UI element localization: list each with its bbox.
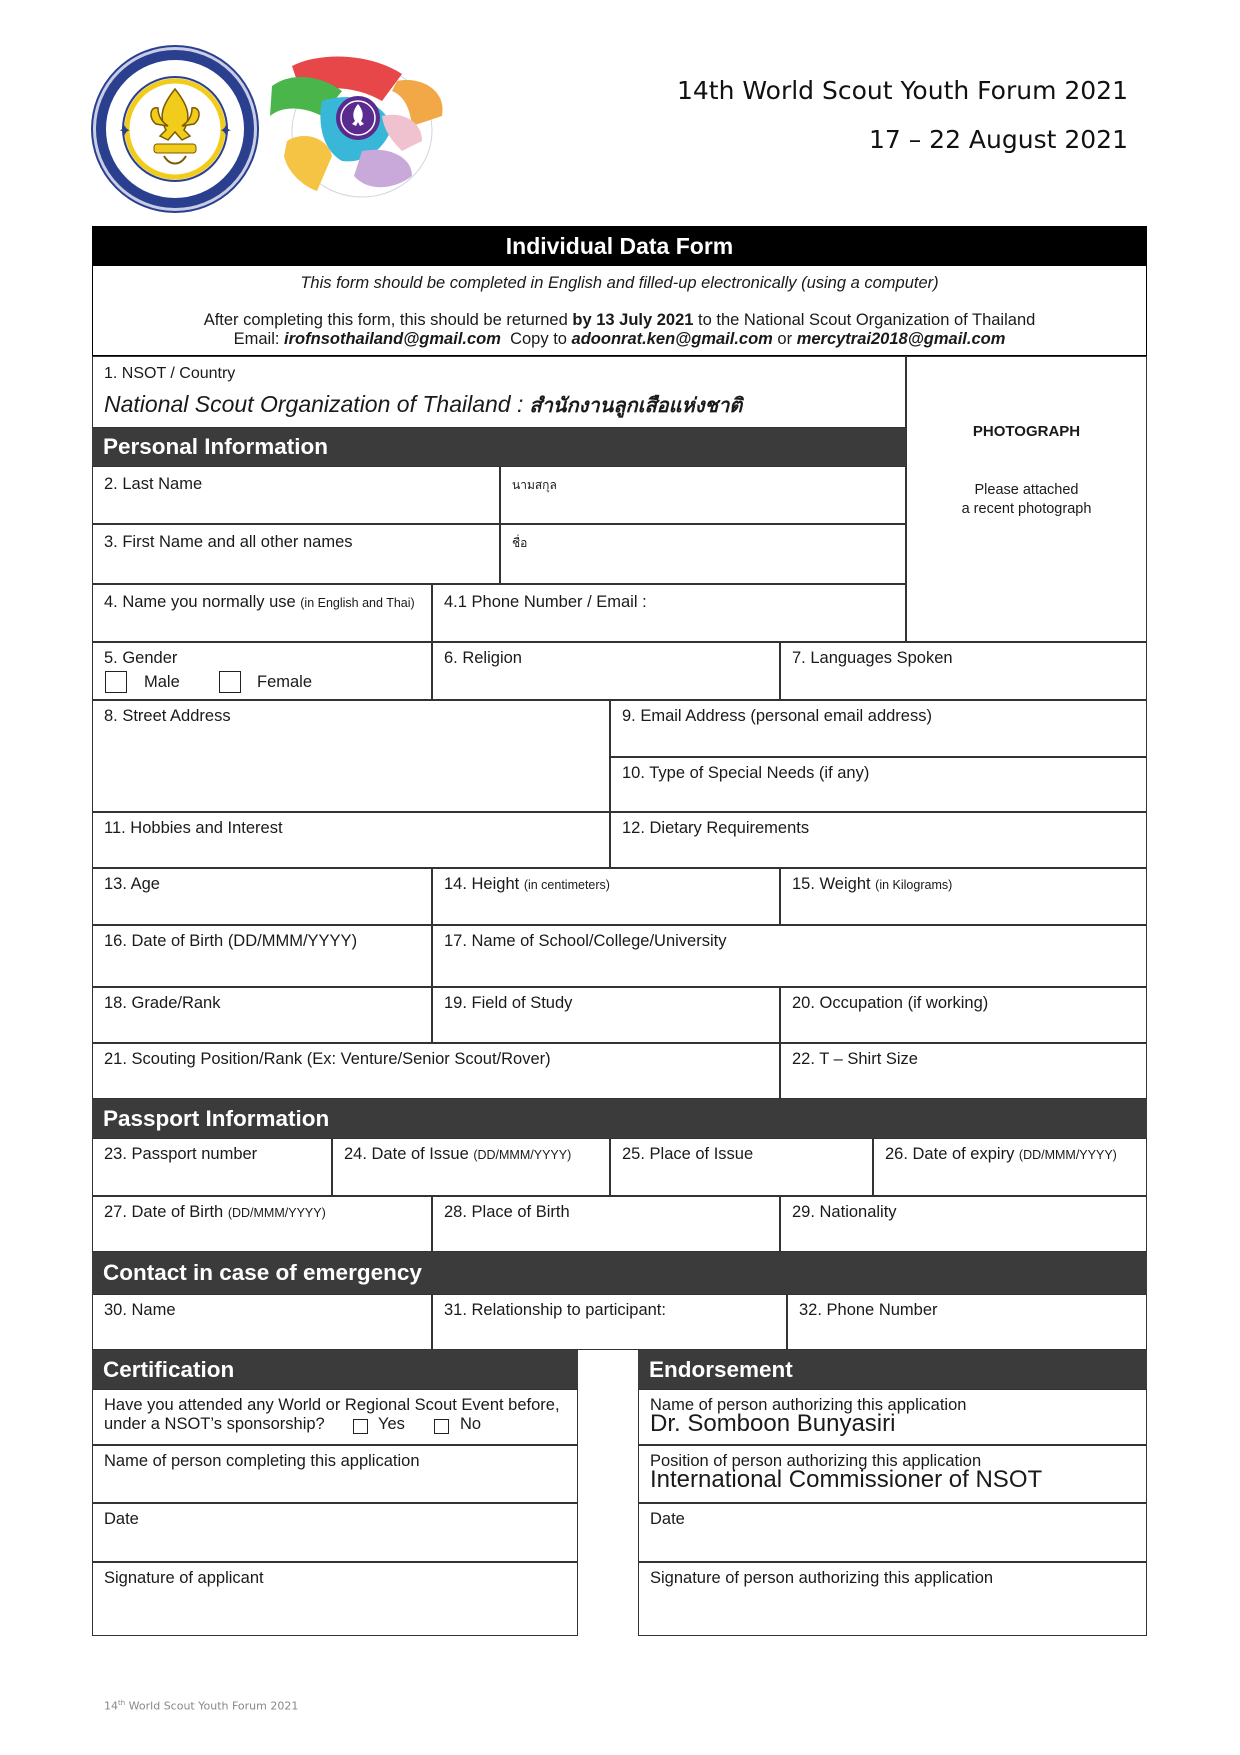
field-hobbies[interactable] (92, 812, 610, 868)
previous-event-yes-label: Yes (378, 1415, 405, 1433)
authorizer-name-label: Name of person authorizing this application (650, 1396, 967, 1414)
hobbies-label: 11. Hobbies and Interest (104, 819, 283, 837)
previous-event-no-checkbox[interactable] (434, 1419, 449, 1434)
field-gender (92, 642, 432, 700)
nationality-label: 29. Nationality (792, 1203, 897, 1221)
field-emergency-relationship[interactable] (432, 1294, 787, 1350)
emergency-phone-label: 32. Phone Number (799, 1301, 938, 1319)
name-normally-used-label: 4. Name you normally use (in English and Thai) (104, 593, 415, 611)
field-of-study-label: 19. Field of Study (444, 994, 573, 1012)
intro-instruction: This form should be completed in English and filled-up electronically (using a computer) (300, 274, 939, 292)
photograph-title: PHOTOGRAPH (972, 423, 1081, 440)
age-label: 13. Age (104, 875, 160, 893)
phone-email-label: 4.1 Phone Number / Email : (444, 593, 647, 611)
tshirt-size-label: 22. T – Shirt Size (792, 1050, 918, 1068)
dietary-label: 12. Dietary Requirements (622, 819, 810, 837)
field-passport-place-of-issue[interactable] (610, 1138, 873, 1196)
section-emergency-contact: Contact in case of emergency (92, 1252, 1147, 1294)
scouting-position-label: 21. Scouting Position/Rank (Ex: Venture/Senior Scout/Rover) (104, 1050, 551, 1068)
field-passport-date-of-birth[interactable] (92, 1196, 432, 1252)
field-dietary[interactable] (610, 812, 1147, 868)
field-phone-email[interactable] (432, 584, 906, 642)
field-authorizer-name[interactable] (638, 1389, 1147, 1445)
gender-male-label: Male (144, 673, 180, 691)
form-intro (92, 266, 1147, 356)
nsot-emblem-logo (88, 44, 262, 214)
passport-date-of-expiry-label: 26. Date of expiry (DD/MMM/YYYY) (885, 1145, 1117, 1163)
email-copy1-link[interactable]: adoonrat.ken@gmail.com (571, 330, 773, 348)
form-title: Individual Data Form (92, 226, 1147, 266)
field-passport-date-of-issue[interactable] (332, 1138, 610, 1196)
field-school[interactable] (432, 925, 1147, 987)
completer-name-label: Name of person completing this application (104, 1452, 420, 1470)
emergency-name-label: 30. Name (104, 1301, 176, 1319)
field-authorizer-position[interactable] (638, 1445, 1147, 1503)
first-name-label: 3. First Name and all other names (104, 533, 353, 551)
page-footer: 14th World Scout Youth Forum 2021 (104, 1699, 299, 1713)
email-copy2-link[interactable]: mercytrai2018@gmail.com (796, 330, 1006, 348)
field-tshirt-size[interactable] (780, 1043, 1147, 1099)
intro-emails: Email: irofnsothailand@gmail.com Copy to adoonrat.ken@gmail.com or mercytrai2018@gmail.com (233, 330, 1006, 348)
section-personal-information: Personal Information (92, 428, 906, 466)
field-last-name-thai[interactable] (500, 466, 906, 524)
passport-number-label: 23. Passport number (104, 1145, 258, 1163)
field-street-address[interactable] (92, 700, 610, 812)
nsot-label: 1. NSOT / Country (104, 365, 236, 382)
last-name-thai-label: นามสกุล (512, 478, 557, 492)
gender-female-label: Female (257, 673, 313, 691)
field-last-name[interactable] (92, 466, 500, 524)
email-primary-link[interactable]: irofnsothailand@gmail.com (284, 330, 501, 348)
section-passport-information: Passport Information (92, 1099, 1147, 1138)
field-passport-number[interactable] (92, 1138, 332, 1196)
date-of-birth-label: 16. Date of Birth (DD/MMM/YYYY) (104, 932, 358, 950)
section-certification: Certification (92, 1350, 578, 1389)
photograph-note: Please attached a recent photograph (961, 482, 1092, 517)
field-completer-name[interactable] (92, 1445, 578, 1503)
emergency-relationship-label: 31. Relationship to participant: (444, 1301, 666, 1319)
special-needs-label: 10. Type of Special Needs (if any) (622, 764, 870, 782)
field-first-name[interactable] (92, 524, 500, 584)
languages-label: 7. Languages Spoken (792, 649, 953, 667)
field-religion[interactable] (432, 642, 780, 700)
nsot-value: National Scout Organization of Thailand : สำนักงานลูกเสือแห่งชาติ (104, 391, 743, 417)
passport-date-of-issue-label: 24. Date of Issue (DD/MMM/YYYY) (344, 1145, 572, 1163)
field-age[interactable] (92, 868, 432, 925)
previous-event-no-label: No (460, 1415, 482, 1433)
photograph-box[interactable] (906, 356, 1147, 642)
field-nsot-country[interactable] (92, 356, 906, 428)
certification-date-label: Date (104, 1510, 139, 1528)
religion-label: 6. Religion (444, 649, 522, 667)
grade-rank-label: 18. Grade/Rank (104, 994, 221, 1012)
previous-event-question-cont: under a NSOT’s sponsorship? (104, 1415, 325, 1433)
field-scouting-position[interactable] (92, 1043, 780, 1099)
field-passport-date-of-expiry[interactable] (873, 1138, 1147, 1196)
previous-event-question: Have you attended any World or Regional Scout Event before, (104, 1396, 560, 1414)
email-address-label: 9. Email Address (personal email address) (622, 707, 932, 725)
svg-text:✦: ✦ (219, 121, 233, 140)
field-height[interactable] (432, 868, 780, 925)
field-special-needs[interactable] (610, 757, 1147, 812)
passport-place-of-issue-label: 25. Place of Issue (622, 1145, 754, 1163)
weight-label: 15. Weight (in Kilograms) (792, 875, 953, 893)
field-emergency-phone[interactable] (787, 1294, 1147, 1350)
field-endorsement-date[interactable] (638, 1503, 1147, 1562)
street-address-label: 8. Street Address (104, 707, 231, 725)
field-previous-event (92, 1389, 578, 1445)
authorizer-signature-label: Signature of person authorizing this application (650, 1569, 994, 1587)
endorsement-date-label: Date (650, 1510, 685, 1528)
field-email-address[interactable] (610, 700, 1147, 757)
gender-female-checkbox[interactable] (219, 671, 241, 693)
field-first-name-thai[interactable] (500, 524, 906, 584)
field-nationality[interactable] (780, 1196, 1147, 1252)
authorizer-name-value: Dr. Somboon Bunyasiri (650, 1410, 896, 1437)
height-label: 14. Height (in centimeters) (444, 875, 610, 893)
field-weight[interactable] (780, 868, 1147, 925)
gender-male-checkbox[interactable] (105, 671, 127, 693)
last-name-label: 2. Last Name (104, 475, 203, 493)
authorizer-position-value: International Commissioner of NSOT (650, 1466, 1043, 1493)
field-certification-date[interactable] (92, 1503, 578, 1562)
field-occupation[interactable] (780, 987, 1147, 1043)
event-dates: 17 – 22 August 2021 (868, 125, 1128, 154)
field-field-of-study[interactable] (432, 987, 780, 1043)
field-place-of-birth[interactable] (432, 1196, 780, 1252)
field-grade-rank[interactable] (92, 987, 432, 1043)
intro-return-note: After completing this form, this should be returned by 13 July 2021 to the National Scout Organization of Thailand (203, 311, 1036, 329)
field-date-of-birth[interactable] (92, 925, 432, 987)
field-authorizer-signature[interactable] (638, 1562, 1147, 1636)
previous-event-yes-checkbox[interactable] (353, 1419, 368, 1434)
field-emergency-name[interactable] (92, 1294, 432, 1350)
event-title: 14th World Scout Youth Forum 2021 (676, 76, 1128, 105)
gender-label: 5. Gender (104, 649, 178, 667)
field-languages-spoken[interactable] (780, 642, 1147, 700)
school-label: 17. Name of School/College/University (444, 932, 727, 950)
field-applicant-signature[interactable] (92, 1562, 578, 1636)
place-of-birth-label: 28. Place of Birth (444, 1203, 570, 1221)
first-name-thai-label: ชื่อ (512, 536, 528, 550)
applicant-signature-label: Signature of applicant (104, 1569, 264, 1587)
authorizer-position-label: Position of person authorizing this application (650, 1452, 982, 1470)
passport-date-of-birth-label: 27. Date of Birth (DD/MMM/YYYY) (104, 1203, 326, 1221)
section-endorsement: Endorsement (638, 1350, 1147, 1389)
svg-text:✦: ✦ (118, 121, 132, 140)
occupation-label: 20. Occupation (if working) (792, 994, 989, 1012)
world-scout-youth-forum-logo (262, 46, 462, 206)
field-name-normally-used[interactable] (92, 584, 432, 642)
